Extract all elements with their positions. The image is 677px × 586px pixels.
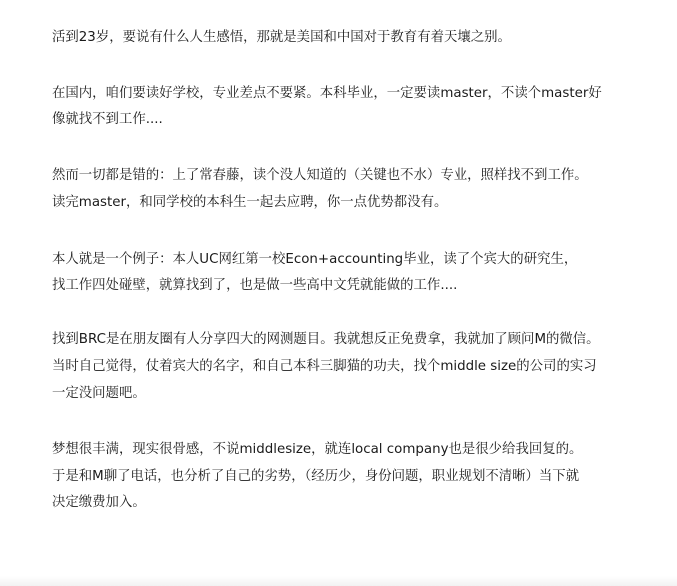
- paragraph-4-line-1: 本人就是一个例子：本人UC网红第一校Econ+accounting毕业，读了个宾大的研究生，: [52, 252, 578, 267]
- paragraph-5-line-1: 找到BRC是在朋友圈有人分享四大的网测题目。我就想反正免费拿，我就加了顾问M的微信。: [52, 332, 600, 347]
- paragraph-2-line-1: 在国内，咱们要读好学校，专业差点不要紧。本科毕业，一定要读master，不读个master好: [52, 86, 602, 101]
- paragraph-4-line-2: 找工作四处碰壁，就算找到了，也是做一些高中文凭就能做的工作....: [52, 278, 458, 293]
- paragraph-5-line-2: 当时自己觉得，仗着宾大的名字，和自己本科三脚猫的功夫，找个middle size的公司的实习: [52, 359, 597, 374]
- paragraph-3-line-2: 读完master，和同学校的本科生一起去应聘，你一点优势都没有。: [52, 195, 448, 210]
- paragraph-1-line-1: 活到23岁，要说有什么人生感悟，那就是美国和中国对于教育有着天壤之别。: [52, 30, 511, 45]
- paragraph-6-line-3: 决定缴费加入。: [52, 495, 146, 510]
- paragraph-3-line-1: 然而一切都是错的：上了常春藤，读个没人知道的（关键也不水）专业，照样找不到工作。: [52, 168, 588, 183]
- bottom-edge-shade: [0, 576, 677, 586]
- paragraph-5-line-3: 一定没问题吧。: [52, 386, 146, 401]
- paragraph-2-line-2: 像就找不到工作....: [52, 112, 163, 127]
- paragraph-6-line-1: 梦想很丰满，现实很骨感，不说middlesize，就连local company也是很少给我回复的。: [52, 442, 583, 457]
- paragraph-6-line-2: 于是和M聊了电话，也分析了自己的劣势，（经历少，身份问题，职业规划不清晰）当下就: [52, 469, 580, 484]
